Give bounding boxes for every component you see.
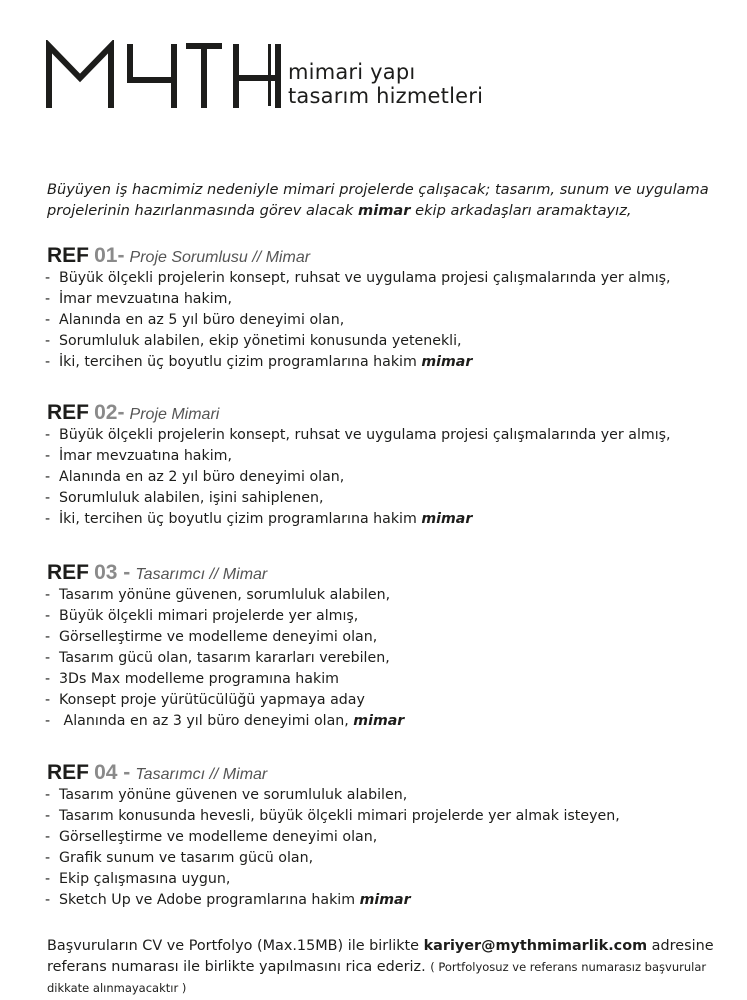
list-item: - İki, tercihen üç boyutlu çizim programlarına hakim mimar bbox=[45, 354, 473, 370]
footer-text: Başvuruların CV ve Portfolyo (Max.15MB) ile birlikte bbox=[47, 938, 424, 954]
list-item: - Tasarım yönüne güvenen, sorumluluk alabilen, bbox=[45, 587, 391, 603]
list-item: - Konsept proje yürütücülüğü yapmaya aday bbox=[45, 692, 365, 708]
application-note bbox=[47, 936, 737, 999]
list-item: - Sorumluluk alabilen, işini sahiplenen, bbox=[45, 490, 324, 506]
ref-number: 02- bbox=[94, 401, 125, 424]
logo-divider bbox=[268, 44, 271, 106]
tagline-line-1: mimari yapı bbox=[288, 60, 416, 84]
ref-label: REF bbox=[47, 761, 89, 784]
footer-note: ( Portfolyosuz ve referans numarasız başvurular dikkate alınmayacaktır ) bbox=[47, 960, 707, 995]
list-item: - İmar mevzuatına hakim, bbox=[45, 291, 232, 307]
list-item: - Grafik sunum ve tasarım gücü olan, bbox=[45, 850, 314, 866]
requirement-list bbox=[47, 268, 737, 373]
requirement-list bbox=[47, 585, 737, 732]
tagline bbox=[288, 60, 483, 108]
intro-text-end: ekip arkadaşları aramaktayız, bbox=[410, 202, 632, 219]
list-item: - Görselleştirme ve modelleme deneyimi olan, bbox=[45, 629, 378, 645]
ref-section-04 bbox=[47, 761, 737, 911]
list-item: - Alanında en az 5 yıl büro deneyimi olan, bbox=[45, 312, 345, 328]
intro-paragraph bbox=[47, 179, 727, 221]
ref-title: Tasarımcı // Mimar bbox=[135, 566, 268, 583]
intro-bold-word: mimar bbox=[358, 202, 411, 219]
list-item: - Alanında en az 2 yıl büro deneyimi olan, bbox=[45, 469, 345, 485]
ref-heading bbox=[47, 561, 737, 585]
ref-heading bbox=[47, 244, 737, 268]
myth-logo-mark bbox=[46, 40, 286, 112]
ref-title: Proje Mimari bbox=[129, 406, 220, 423]
tagline-line-2: tasarım hizmetleri bbox=[288, 84, 484, 108]
list-item: - Büyük ölçekli projelerin konsept, ruhsat ve uygulama projesi çalışmalarında yer almış, bbox=[45, 427, 671, 443]
ref-label: REF bbox=[47, 244, 89, 267]
list-item: - 3Ds Max modelleme programına hakim bbox=[45, 671, 339, 687]
list-item: - Ekip çalışmasına uygun, bbox=[45, 871, 231, 887]
list-item: - Tasarım gücü olan, tasarım kararları verebilen, bbox=[45, 650, 390, 666]
contact-email[interactable]: kariyer@mythmimarlik.com bbox=[423, 938, 648, 954]
list-item: - Sorumluluk alabilen, ekip yönetimi konusunda yetenekli, bbox=[45, 333, 462, 349]
list-item: - İki, tercihen üç boyutlu çizim programlarına hakim mimar bbox=[45, 511, 473, 527]
ref-section-02 bbox=[47, 401, 737, 530]
list-item: - Tasarım konusunda hevesli, büyük ölçekli mimari projelerde yer almak isteyen, bbox=[45, 808, 620, 824]
ref-number: 04 - bbox=[94, 761, 131, 784]
list-item: - Tasarım yönüne güvenen ve sorumluluk alabilen, bbox=[45, 787, 408, 803]
ref-number: 03 - bbox=[94, 561, 131, 584]
ref-title: Proje Sorumlusu // Mimar bbox=[129, 249, 311, 266]
list-item: - Büyük ölçekli projelerin konsept, ruhsat ve uygulama projesi çalışmalarında yer almış, bbox=[45, 270, 671, 286]
list-item: - İmar mevzuatına hakim, bbox=[45, 448, 232, 464]
footer-text-end: adresine referans numarası ile birlikte yapılmasını rica ederiz. bbox=[47, 938, 714, 975]
list-item: - Büyük ölçekli mimari projelerde yer almış, bbox=[45, 608, 359, 624]
requirement-list bbox=[47, 785, 737, 911]
ref-label: REF bbox=[47, 401, 89, 424]
ref-section-03 bbox=[47, 561, 737, 732]
ref-label: REF bbox=[47, 561, 89, 584]
requirement-list bbox=[47, 425, 737, 530]
list-item: - Alanında en az 3 yıl büro deneyimi olan, mimar bbox=[45, 713, 405, 729]
ref-title: Tasarımcı // Mimar bbox=[135, 766, 268, 783]
ref-heading bbox=[47, 761, 737, 785]
ref-section-01 bbox=[47, 244, 737, 373]
list-item: - Görselleştirme ve modelleme deneyimi olan, bbox=[45, 829, 378, 845]
ref-heading bbox=[47, 401, 737, 425]
intro-text: Büyüyen iş hacmimiz nedeniyle mimari projelerde çalışacak; tasarım, sunum ve uygulama projelerinin hazırlanmasında görev alacak bbox=[47, 181, 709, 219]
list-item: - Sketch Up ve Adobe programlarına hakim mimar bbox=[45, 892, 411, 908]
ref-number: 01- bbox=[94, 244, 125, 267]
